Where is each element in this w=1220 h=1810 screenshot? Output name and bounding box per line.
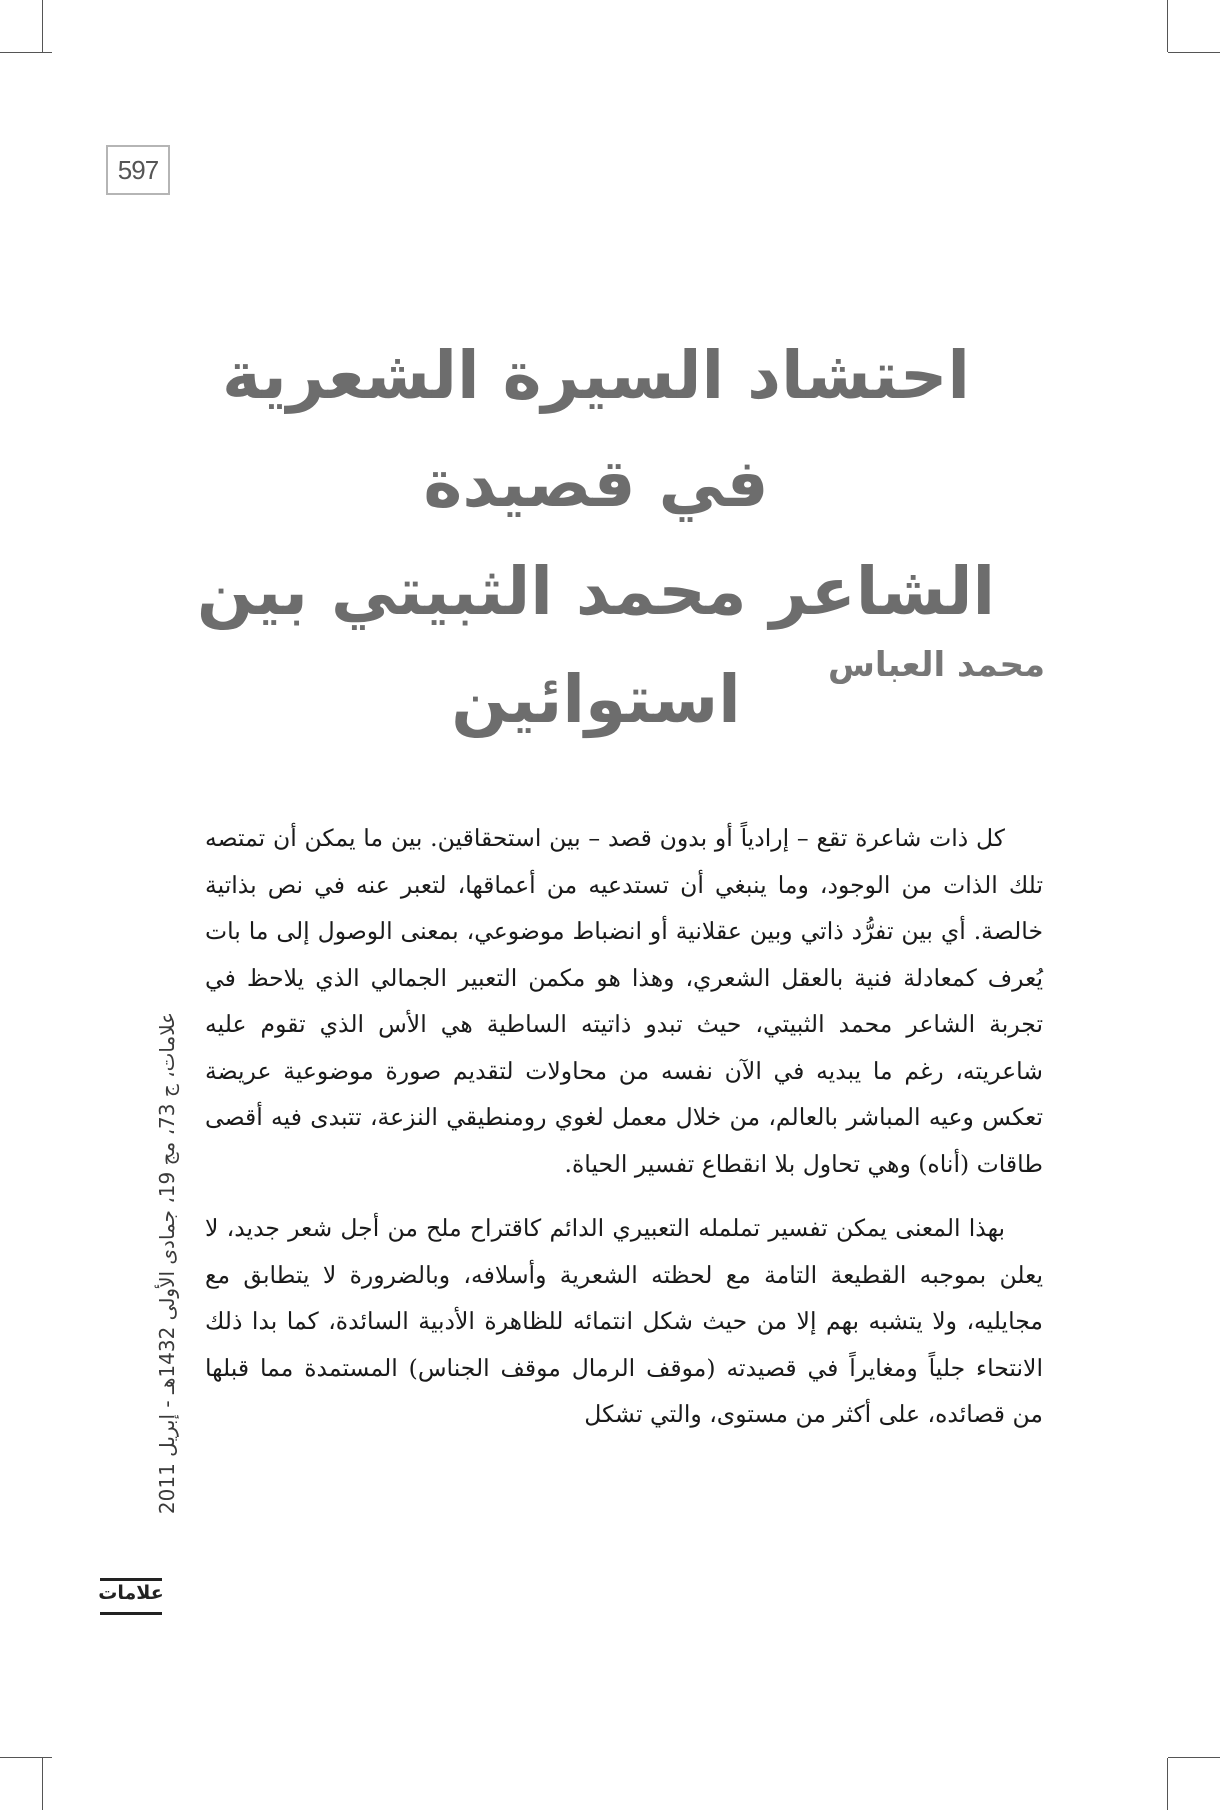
journal-logo [96, 1578, 166, 1622]
article-body [205, 815, 1043, 1438]
crop-mark-bottom-right [1167, 1758, 1168, 1810]
body-paragraph-2: بهذا المعنى يمكن تفسير تململه التعبيري الدائم كاقتراح ملح من أجل شعر جديد، لا يعلن بموجبه القطيعة التامة مع لحظته الشعرية وأسلافه، وبالضرورة لا يتطابق مع مجايليه، ولا يتشبه بهم إلا من حيث شكل انتمائه للظاهرة الأدبية السائدة، كما بدا ذلك الانتحاء جلياً ومغايراً في قصيدته (موقف الرمال موقف الجناس) المستمدة مما قبلها من قصائده، على أكثر من مستوى، والتي تشكل [205, 1214, 1043, 1428]
article-title-line-2: الشاعر محمد الثبيتي بين استوائين [196, 553, 996, 738]
article-title-line-1: احتشاد السيرة الشعرية في قصيدة [221, 337, 971, 522]
logo-rule-bottom [100, 1612, 162, 1615]
journal-issue-info: علامات، ج 73، مج 19، جمادى الأولى 1432هـ - إبريل 2011 [155, 1011, 179, 1515]
crop-mark-bottom-left [42, 1758, 43, 1810]
body-paragraph-1: كل ذات شاعرة تقع – إرادياً أو بدون قصد – بين استحقاقين. بين ما يمكن أن تمتصه تلك الذات من الوجود، وما ينبغي أن تستدعيه من أعماقها، لتعبر عنه في نص بذاتية خالصة. أي بين تفرُّد ذاتي وبين عقلانية أو انضباط موضوعي، بمعنى الوصول إلى ما بات يُعرف كمعادلة فنية بالعقل الشعري، وهذا هو مكمن التعبير الجمالي الذي يلاحظ في تجربة الشاعر محمد الثبيتي، حيث تبدو ذاتيته الساطية هي الأس الذي تقوم عليه شاعريته، رغم ما يبديه في الآن نفسه من محاولات لتقديم صورة موضوعية عريضة تعكس وعيه المباشر بالعالم، من خلال معمل لغوي رومنطيقي النزعة، تتبدى فيه أقصى طاقات (أناه) وهي تحاول بلا انقطاع تفسير الحياة. [205, 824, 1043, 1178]
article-title [180, 322, 1012, 754]
crop-mark-top-left-h [0, 52, 52, 53]
page-number: 597 [106, 145, 170, 195]
crop-mark-top-right-h [1168, 52, 1220, 53]
author-name: محمد العباس [828, 645, 1045, 685]
crop-mark-top-right [1167, 0, 1168, 52]
logo-text: علامات [98, 1582, 164, 1604]
crop-mark-bottom-right-h [1168, 1757, 1220, 1758]
crop-mark-bottom-left-h [0, 1757, 52, 1758]
logo-rule-top [100, 1578, 162, 1581]
crop-mark-top-left [42, 0, 43, 52]
